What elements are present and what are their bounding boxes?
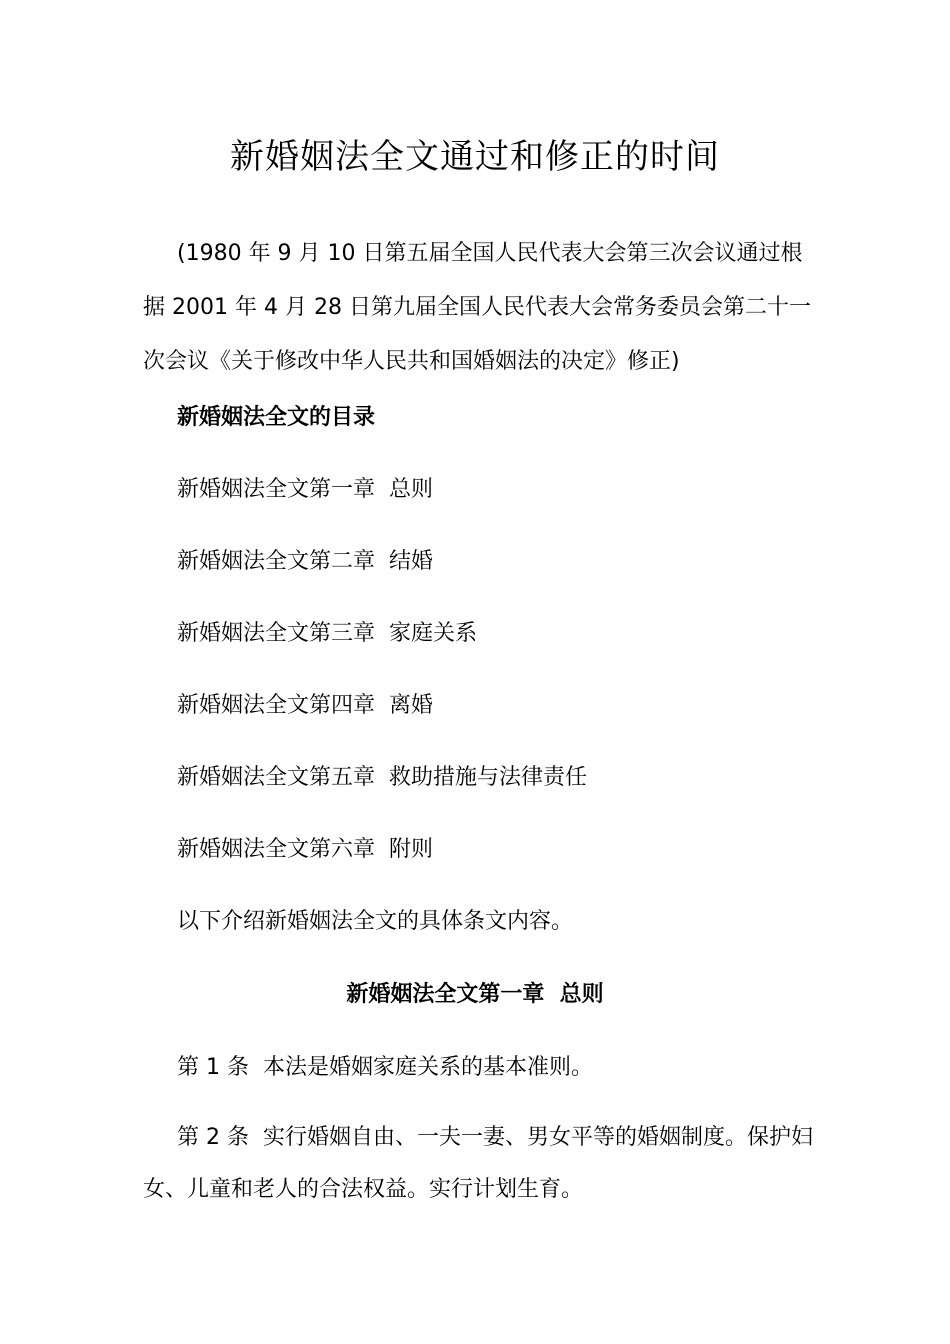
toc-item-chapter-2: 新婚姻法全文第二章 结婚 — [177, 549, 433, 574]
toc-item-chapter-1: 新婚姻法全文第一章 总则 — [177, 477, 433, 502]
toc-heading: 新婚姻法全文的目录 — [177, 405, 376, 430]
toc-item-chapter-6: 新婚姻法全文第六章 附则 — [177, 837, 433, 862]
chapter-heading: 新婚姻法全文第一章 总则 — [346, 982, 604, 1007]
toc-item-chapter-3: 新婚姻法全文第三章 家庭关系 — [177, 621, 477, 646]
document-title: 新婚姻法全文通过和修正的时间 — [230, 137, 720, 177]
toc-item-chapter-5: 新婚姻法全文第五章 救助措施与法律责任 — [177, 765, 587, 790]
article-2: 第 2 条 实行婚姻自由、一夫一妻、男女平等的婚姻制度。保护妇女、儿童和老人的合法权益。实行计划生育。 — [143, 1125, 813, 1202]
article-1: 第 1 条 本法是婚姻家庭关系的基本准则。 — [177, 1055, 593, 1080]
toc-item-chapter-4: 新婚姻法全文第四章 离婚 — [177, 693, 433, 718]
intro-paragraph: (1980 年 9 月 10 日第五届全国人民代表大会第三次会议通过根据 2001 年 4 月 28 日第九届全国人民代表大会常务委员会第二十一次会议《关于修改中华人民共和国婚姻法的决定》修正) — [143, 241, 811, 374]
transition-text: 以下介绍新婚姻法全文的具体条文内容。 — [177, 909, 574, 934]
